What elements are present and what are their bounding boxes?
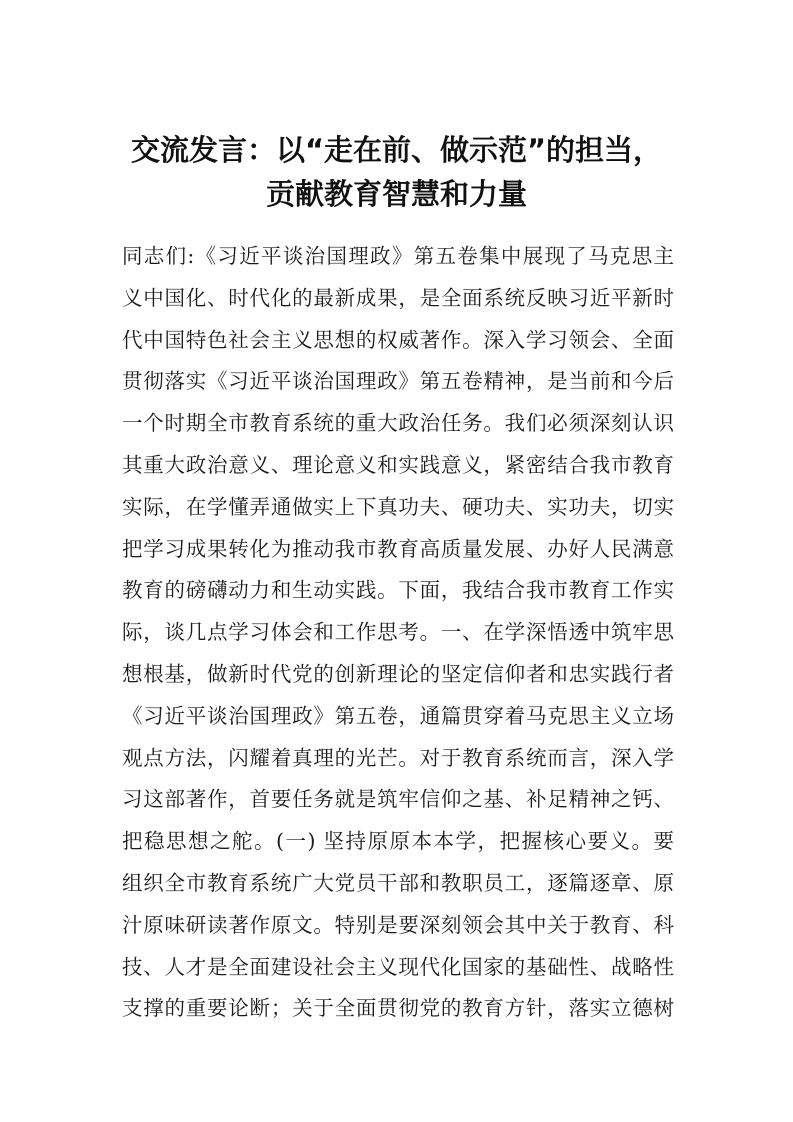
body-line: 代中国特色社会主义思想的权威著作。深入学习领会、全面 (122, 327, 674, 352)
title-line: 贡献教育智慧和力量 (265, 177, 527, 211)
body-line: 把稳思想之舵。(一) 坚持原原本本学，把握核心要义。要 (122, 829, 674, 854)
body-line: 同志们:《习近平谈治国理政》第五卷集中展现了马克思主 (122, 244, 674, 268)
title-line: 交流发言：以“走在前、做示范”的担当， (130, 133, 663, 167)
body-line: 把学习成果转化为推动我市教育高质量发展、办好人民满意 (122, 536, 674, 561)
body-line: 习这部著作，首要任务就是筑牢信仰之基、补足精神之钙、 (122, 787, 674, 812)
body-line: 义中国化、时代化的最新成果，是全面系统反映习近平新时 (122, 285, 674, 310)
body-line: 实际，在学懂弄通做实上下真功夫、硬功夫、实功夫，切实 (122, 494, 674, 519)
body-line: 一个时期全市教育系统的重大政治任务。我们必须深刻认识 (122, 411, 674, 436)
body-line: 际，谈几点学习体会和工作思考。一、在学深悟透中筑牢思 (122, 620, 674, 645)
body-line: 技、人才是全面建设社会主义现代化国家的基础性、战略性 (122, 954, 674, 979)
body-line: 贯彻落实《习近平谈治国理政》第五卷精神，是当前和今后 (122, 369, 674, 394)
body-line: 《习近平谈治国理政》第五卷，通篇贯穿着马克思主义立场 (122, 703, 674, 728)
body-line: 支撑的重要论断；关于全面贯彻党的教育方针，落实立德树 (122, 996, 674, 1021)
body-line: 想根基，做新时代党的创新理论的坚定信仰者和忠实践行者 (122, 661, 674, 686)
body-line: 组织全市教育系统广大党员干部和教职员工，逐篇逐章、原 (122, 870, 674, 895)
body-line: 汁原味研读著作原文。特别是要深刻领会其中关于教育、科 (122, 912, 674, 937)
document-body (122, 236, 674, 1030)
body-line: 其重大政治意义、理论意义和实践意义，紧密结合我市教育 (122, 452, 674, 477)
body-line: 教育的磅礴动力和生动实践。下面，我结合我市教育工作实 (122, 578, 674, 603)
body-line: 观点方法，闪耀着真理的光芒。对于教育系统而言，深入学 (122, 745, 674, 770)
document-title (0, 128, 793, 216)
